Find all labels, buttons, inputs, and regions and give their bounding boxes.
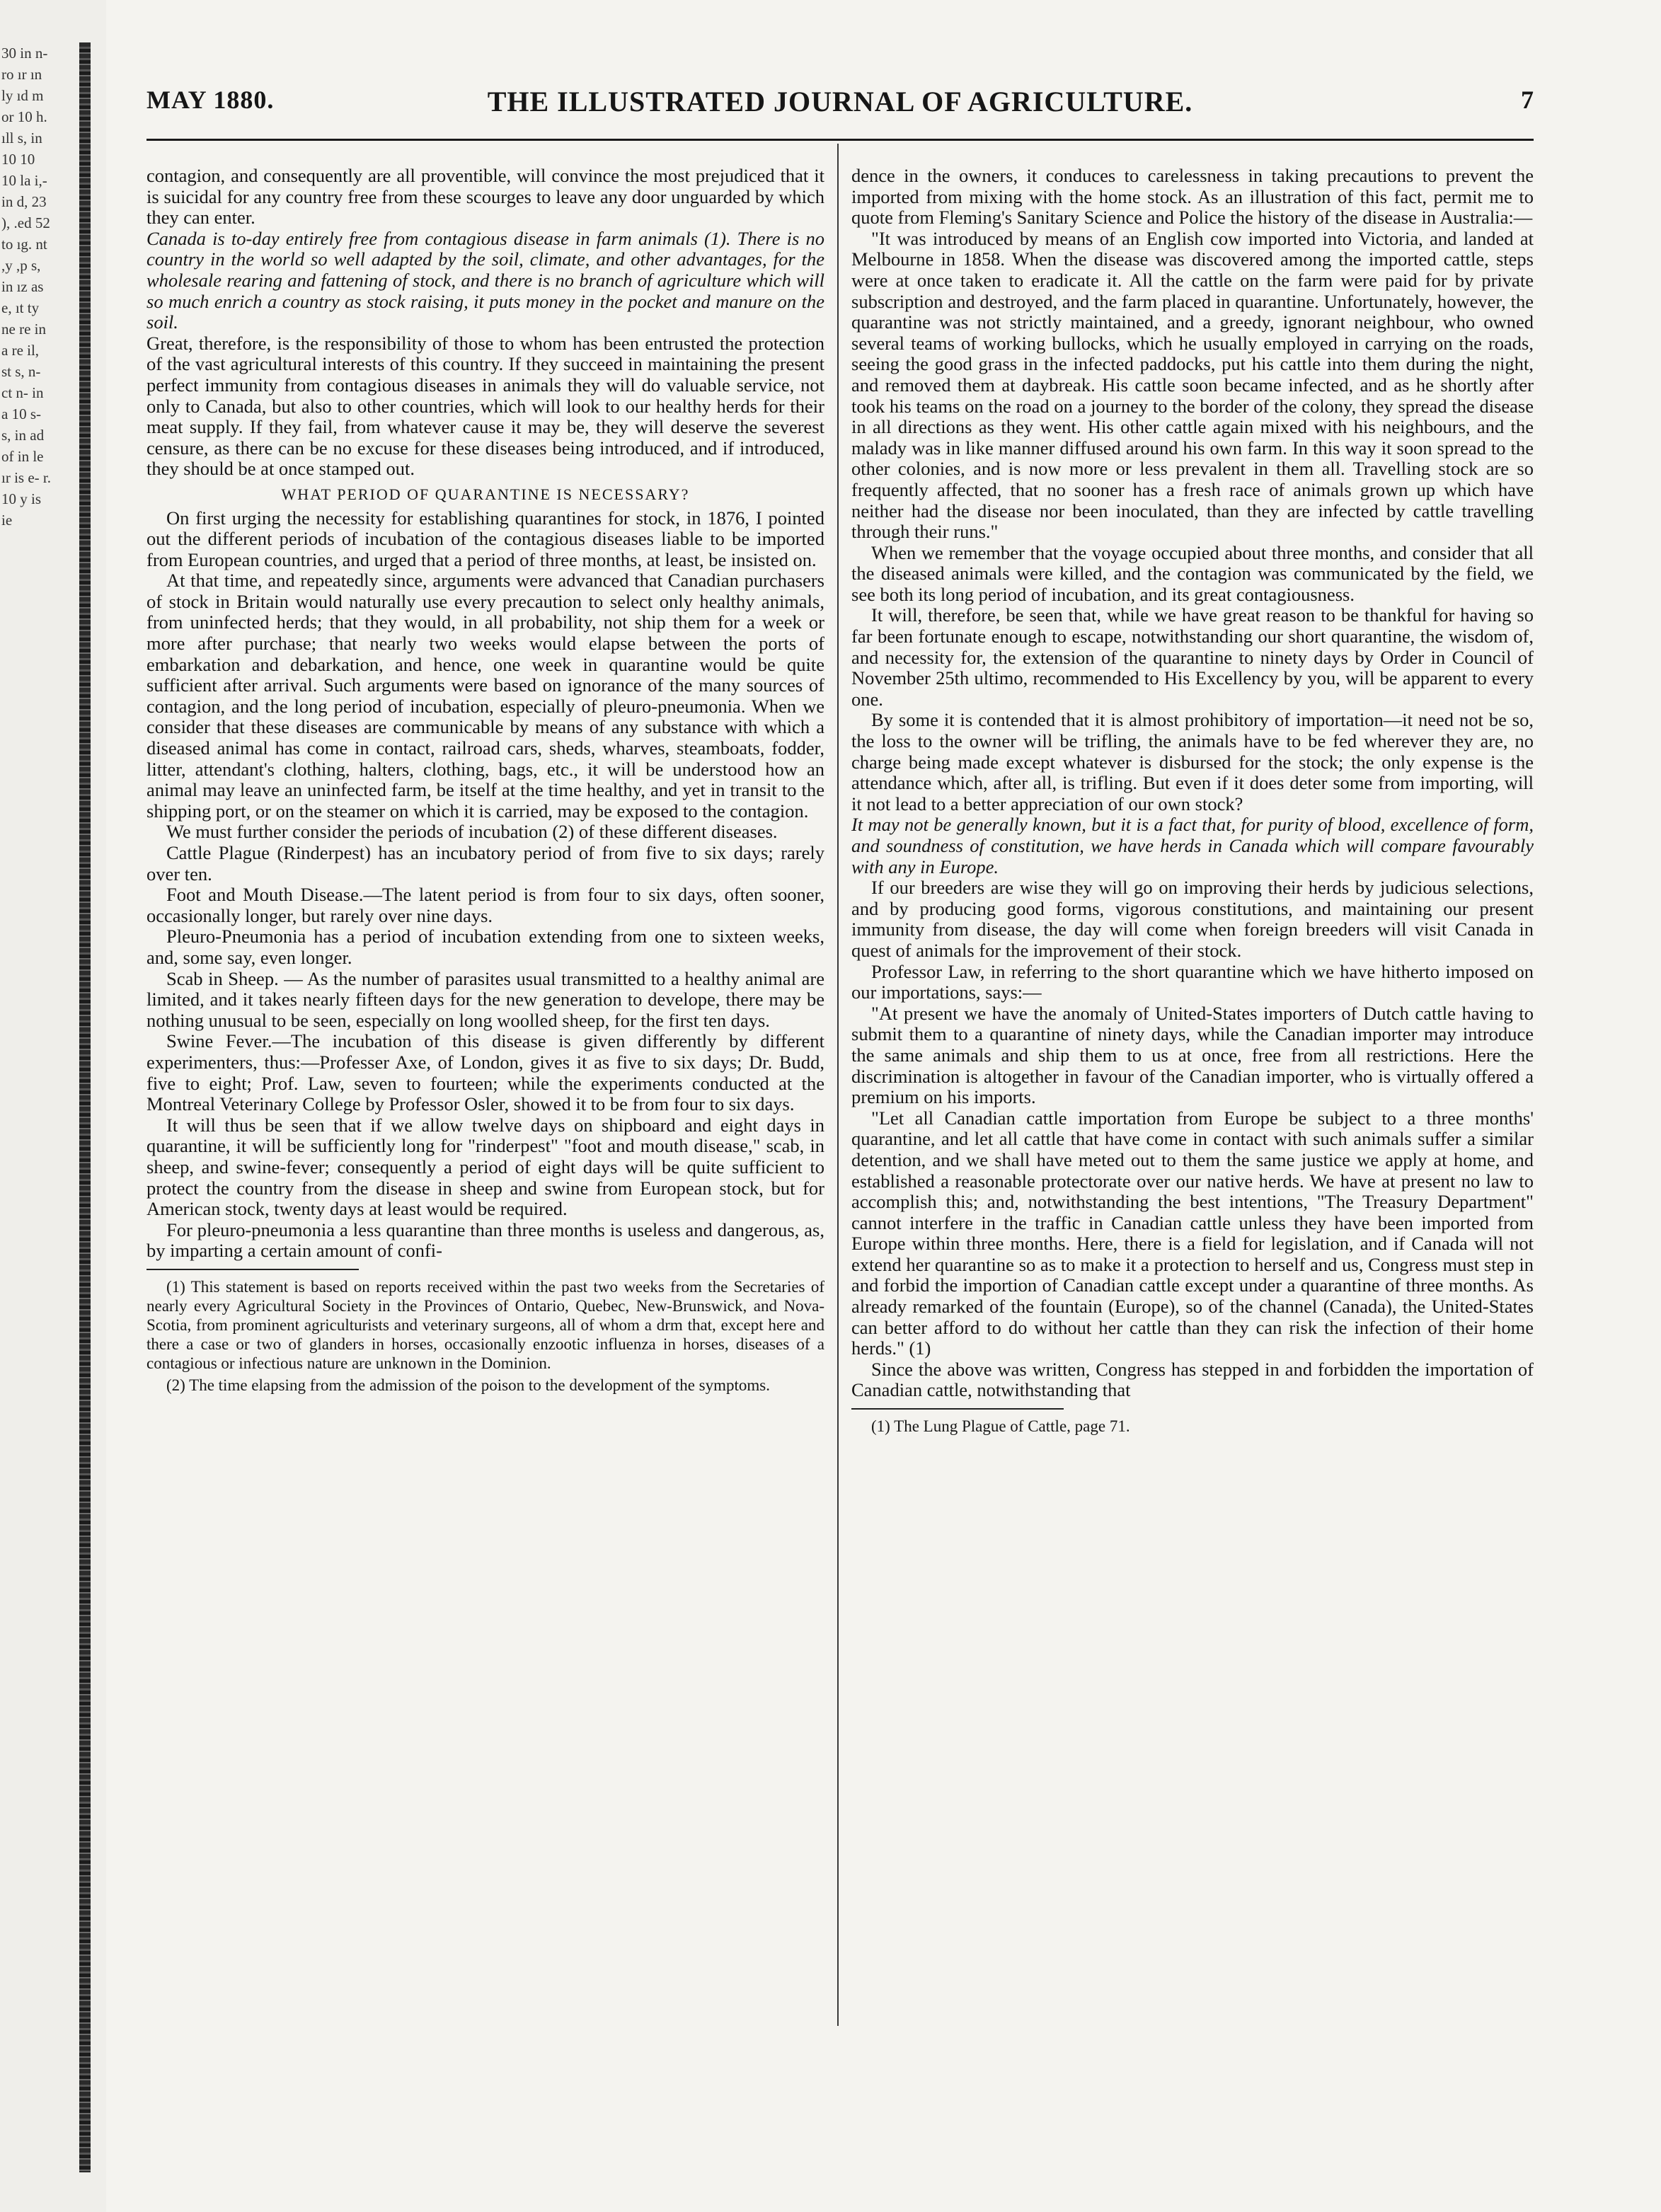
paragraph: It will thus be seen that if we allow twelve days on shipboard and eight days in quarantine, it will be sufficiently long for "rinderpest" "foot and mouth disease," scab, in sheep, and swine-fever; consequently a period of eight days will be quite sufficient to protect the country from the disease in sheep and swine from European stock, but for American stock, twenty days at least would be required. — [146, 1114, 824, 1220]
paragraph: At that time, and repeatedly since, arguments were advanced that Canadian purchasers of stock in Britain would naturally use every precaution to select only healthy animals, from uninfected herds; that they would, in all probability, not ship them for a week or more after purchase; that nearly two weeks would elapse between the ports of embarkation and debarkation, and hence, one week in quarantine would be quite sufficient after arrival. Such arguments were based on ignorance of the many sources of contagion, and the long period of incubation, especially of pleuro-pneumonia. When we consider that these diseases are communicable by means of any substance with which a diseased animal has come in contact, railroad cars, sheds, wharves, steamboats, fodder, litter, attendant's clothing, halters, clothing, bags, etc., it will be understood how an animal may leave an uninfected farm, be itself at the time healthy, and yet in transit to the shipping port, or on the steamer on which it is carried, may be exposed to the contagion. — [146, 570, 824, 822]
column-divider — [837, 144, 839, 2026]
paragraph-scab-in-sheep: Scab in Sheep. — As the number of parasites usual transmitted to a healthy animal are limited, and it takes nearly fifteen days for the new generation to develope, there may be nothing unusual to be seen, especially on long woolled sheep, for the first ten days. — [146, 967, 824, 1031]
header-rule — [146, 139, 1534, 141]
footnotes — [851, 1417, 1534, 1436]
paragraph: On first urging the necessity for establishing quarantines for stock, in 1876, I pointed out the different periods of incubation of the contagious diseases liable to be imported from European countries, and urged that a period of three months, at least, be insisted on. — [146, 507, 824, 570]
page-header — [146, 85, 1534, 127]
page-number: 7 — [1521, 86, 1534, 114]
facing-page-bleed-through: 30 in n- ro ır ın ly ıd m or 10 h. ıll s, in 10 10 10 la i,- in d, 23 ), .ed 52 to ıg. nt ,y ,p s, in ız as e, ıt ty ne re in a re il, st s, n- ct n- in a 10 s- s, in ad of in le ır is e- r. 10 y is ie — [1, 45, 51, 529]
paragraph: When we remember that the voyage occupied about three months, and consider that all the diseased animals were killed, and the contagion was communicated by the field, we see both its long period of incubation, and its great contagiousness. — [851, 541, 1534, 605]
paragraph: contagion, and consequently are all proventible, will convince the most prejudiced that it is suicidal for any country free from these scourges to leave any door unguarded by which they can enter. — [146, 166, 824, 229]
footnote-rule — [851, 1408, 1064, 1410]
paragraph: By some it is contended that it is almost prohibitory of importation—it need not be so, the loss to the owner will be trifling, the animals have to be fed wherever they are, no charge being made except whatever is disbursed for the stock; the only expense is the attendance which, after all, is trifling. But even if it does deter some from importing, will it not lead to a better appreciation of our own stock? — [851, 709, 1534, 814]
paragraph: Since the above was written, Congress has stepped in and forbidden the importation of Canadian cattle, notwithstanding that — [851, 1358, 1534, 1401]
paragraph-italic-claim: It may not be generally known, but it is a fact that, for purity of blood, excellence of form, and soundness of constitution, we have herds in Canada which will compare favourably with any in Europe. — [851, 814, 1534, 877]
right-column — [851, 166, 1534, 2147]
paragraph: We must further consider the periods of incubation (2) of these different diseases. — [166, 821, 778, 843]
issue-date: MAY 1880. — [146, 86, 275, 114]
paragraph: Professor Law, in referring to the short quarantine which we have hitherto imposed on our importations, says:— — [851, 960, 1534, 1003]
paragraph: Great, therefore, is the responsibility of those to whom has been entrusted the protection of the vast agricultural interests of this country. If they succeed in maintaining the present perfect immunity from contagious diseases in animals they will do valuable service, not only to Canada, but also to other countries, which will look to our healthy herds for their meat supply. If they fail, from whatever cause it may be, they will deserve the severest censure, as there can be no excuse for these diseases being introduced, and if introduced, they should be at once stamped out. — [146, 332, 824, 480]
footnote: (2) The time elapsing from the admission of the poison to the development of the symptoms. — [166, 1376, 770, 1394]
paragraph-swine-fever: Swine Fever.—The incubation of this disease is given differently by different experimenters, thus:—Professer Axe, of London, gives it as five to six days; Dr. Budd, five to eight; Prof. Law, seven to fourteen; while the experiments conducted at the Montreal Veterinary College by Professor Osler, showed it to be from four to six days. — [146, 1030, 824, 1115]
paragraph: dence in the owners, it conduces to carelessness in taking precautions to prevent the imported from mixing with the home stock. As an illustration of this fact, permit me to quote from Fleming's Sanitary Science and Police the history of the disease in Australia:— — [851, 166, 1534, 229]
footnote: (1) The Lung Plague of Cattle, page 71. — [871, 1417, 1130, 1436]
paragraph-pleuro-pneumonia: Pleuro-Pneumonia has a period of incubation extending from one to sixteen weeks, and, some say, even longer. — [146, 926, 824, 968]
quoted-paragraph: "It was introduced by means of an English cow imported into Victoria, and landed at Melbourne in 1858. When the disease was discovered among the imported cattle, steps were at once taken to eradicate it. All the cattle on the farm were paid for by private subscription and destroyed, and the farm placed in quarantine. Unfortunately, however, the quarantine was not strictly maintained, and a greedy, ignorant neighbour, who owned several teams of working bullocks, which he usually employed in carrying on the roads, seeing the good grass in the infected paddocks, put his cattle into them during the night, and removed them at daybreak. His cattle soon became infected, and as he shortly after took his teams on the road on a journey to the border of the colony, they spread the disease in all directions as they went. His other cattle again mixed with his neighbours, and the malady was in like manner diffused around his own farm. In this way it soon spread to the other colonies, and is now more or less prevalent in them all. Travelling stock are so frequently affected, that no sooner has a fresh race of animals grown up which have neither had the disease nor been inoculated, than they are infected by cattle travelling through their runs." — [851, 227, 1534, 543]
footnotes — [146, 1277, 824, 1395]
quoted-paragraph: "At present we have the anomaly of United-States importers of Dutch cattle having to submit them to a quarantine of ninety days, while the Canadian importer may introduce the same animals and ship them to us at once, free from all restrictions. Here the discrimination is altogether in favour of the Canadian importer, who is virtually offered a premium on his imports. — [851, 1002, 1534, 1108]
quoted-paragraph: "Let all Canadian cattle importation from Europe be subject to a three months' quarantine, and let all cattle that have come in contact with such animals suffer a similar detention, and we shall have meted out to them the same justice we apply at home, and established a reasonable protectorate over our native herds. We have at present no law to accomplish this; and, notwithstanding the best intentions, "The Treasury Department" cannot interfere in the traffic in Canadian cattle unless they have been imported from Europe within three months. Here, there is a field for legislation, and if Canada will not extend her quarantine so as to make it a protection to herself and us, Congress must step in and forbid the importion of Canadian cattle except under a quarantine of three months. As already remarked of the fountain (Europe), so of the channel (Canada), the United-States can better afford to do without her cattle than they can risk the infection of their home herds." (1) — [851, 1107, 1534, 1359]
binding-edge — [79, 42, 91, 2172]
footnote: (1) This statement is based on reports received within the past two weeks from the Secretaries of nearly every Agricultural Society in the Provinces of Ontario, Quebec, New-Brunswick, and Nova-Scotia, from prominent agriculturists and veterinary surgeons, all of whom a drm that, except here and there a case or two of glanders in horses, occasionally enzootic influenza in horses, diseases of a contagious or infectious nature are unknown in the Dominion. — [146, 1277, 824, 1372]
journal-title: THE ILLUSTRATED JOURNAL OF AGRICULTURE. — [487, 86, 1193, 117]
section-heading: WHAT PERIOD OF QUARANTINE IS NECESSARY? — [281, 485, 690, 503]
footnote-rule — [146, 1269, 359, 1270]
paragraph-foot-and-mouth: Foot and Mouth Disease.—The latent period is from four to six days, often sooner, occasionally longer, but rarely over nine days. — [146, 884, 824, 926]
paragraph: For pleuro-pneumonia a less quarantine than three months is useless and dangerous, as, by imparting a certain amount of confi- — [146, 1219, 824, 1262]
paragraph-italic-claim: Canada is to-day entirely free from contagious disease in farm animals (1). There is no country in the world so well adapted by the soil, climate, and other advantages, for the wholesale rearing and fattening of stock, and there is no branch of agriculture which will so much enrich a country as stock raising, it puts money in the pocket and manure on the soil. — [146, 227, 824, 333]
paragraph: If our breeders are wise they will go on improving their herds by judicious selections, and by producing good forms, vigorous constitutions, and maintaining our present immunity from disease, the day will come when foreign breeders will visit Canada in quest of animals for the improvement of their stock. — [851, 877, 1534, 961]
paragraph: It will, therefore, be seen that, while we have great reason to be thankful for having so far been fortunate enough to escape, notwithstanding our short quarantine, the wisdom of, and necessity for, the extension of the quarantine to ninety days by Order in Council of November 25th ultimo, recommended to His Excellency by you, will be apparent to every one. — [851, 604, 1534, 710]
left-column — [146, 166, 824, 2147]
paragraph-cattle-plague: Cattle Plague (Rinderpest) has an incubatory period of from five to six days; rarely over ten. — [146, 842, 824, 885]
